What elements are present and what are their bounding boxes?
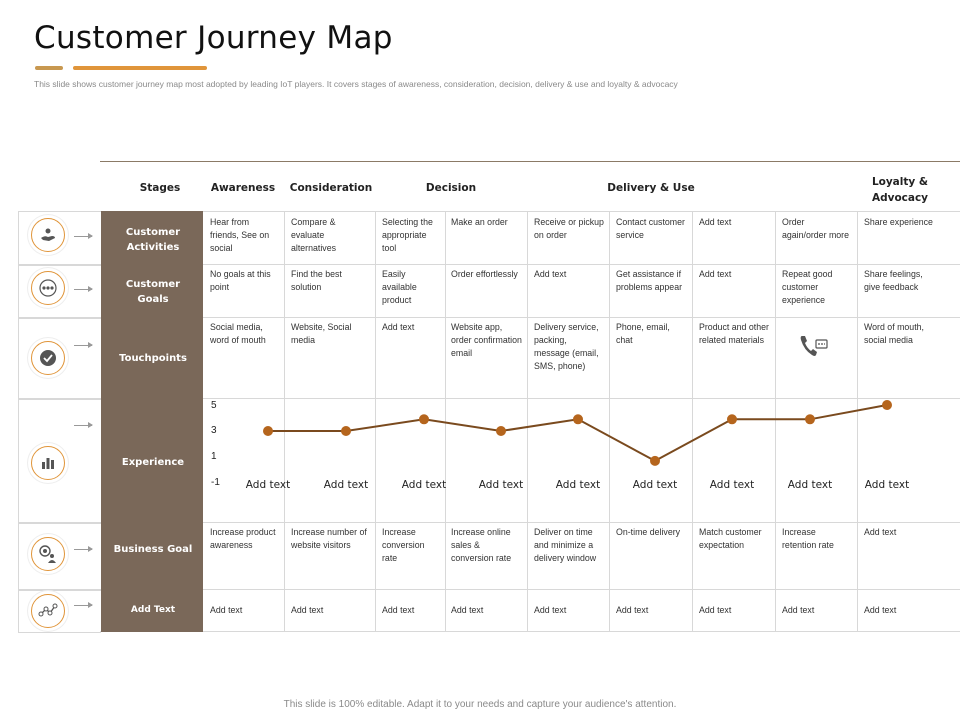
experience-data-point xyxy=(650,456,660,466)
row-label-business-goal: Business Goal xyxy=(113,544,193,555)
table-cell-goals: Share feelings, give feedback xyxy=(864,269,923,292)
experience-data-point xyxy=(727,414,737,424)
page-subtitle: This slide shows customer journey map most adopted by leading IoT players. It covers stages of awareness, consideration, decision, delivery & use and loyalty & advocacy xyxy=(34,79,678,89)
header-loyalty-advocacy: Loyalty & Advocacy xyxy=(871,176,929,204)
x-category-label: Add text xyxy=(555,479,601,491)
table-cell-touchpoints: Word of mouth, social media xyxy=(864,322,924,345)
experience-data-point xyxy=(419,414,429,424)
experience-data-point xyxy=(882,400,892,410)
table-cell-activities: Order again/order more xyxy=(782,217,849,240)
row-label-customer-activities: Customer Activities xyxy=(125,227,181,253)
y-tick-label: 1 xyxy=(211,451,217,462)
table-cell-activities: Make an order xyxy=(451,217,508,227)
table-cell-goals: Find the best solution xyxy=(291,269,342,292)
experience-data-point xyxy=(263,426,273,436)
table-cell-goals: Repeat good customer experience xyxy=(782,269,833,305)
table-cell-addtext: Add text xyxy=(782,605,815,615)
table-cell-activities: Share experience xyxy=(864,217,933,227)
row-label-experience: Experience xyxy=(121,457,185,468)
table-cell-touchpoints: Phone, email, chat xyxy=(616,322,670,345)
y-tick-label: 3 xyxy=(211,425,217,436)
table-cell-addtext: Add text xyxy=(616,605,649,615)
experience-data-point xyxy=(341,426,351,436)
x-category-label: Add text xyxy=(478,479,524,491)
experience-data-point xyxy=(496,426,506,436)
page-title: Customer Journey Map xyxy=(34,20,393,56)
x-category-label: Add text xyxy=(709,479,755,491)
table-cell-addtext: Add text xyxy=(864,605,897,615)
table-cell-goals: No goals at this point xyxy=(210,269,271,292)
table-cell-touchpoints: Add text xyxy=(382,322,415,332)
table-cell-addtext: Add text xyxy=(699,605,732,615)
table-cell-addtext: Add text xyxy=(210,605,243,615)
header-awareness: Awareness xyxy=(210,182,276,194)
y-tick-label: 5 xyxy=(211,400,217,411)
table-cell-activities: Receive or pickup on order xyxy=(534,217,604,240)
table-cell-business: Increase conversion rate xyxy=(382,527,425,563)
row-label-add-text: Add Text xyxy=(130,605,176,615)
table-cell-activities: Contact customer service xyxy=(616,217,685,240)
table-cell-activities: Add text xyxy=(699,217,732,227)
table-cell-business: Add text xyxy=(864,527,897,537)
table-cell-activities: Selecting the appropriate tool xyxy=(382,217,433,253)
table-cell-addtext: Add text xyxy=(382,605,415,615)
table-cell-goals: Add text xyxy=(534,269,567,279)
experience-data-point xyxy=(805,414,815,424)
table-cell-goals: Get assistance if problems appear xyxy=(616,269,683,292)
x-category-label: Add text xyxy=(245,479,291,491)
table-cell-goals: Easily available product xyxy=(382,269,417,305)
x-category-label: Add text xyxy=(632,479,678,491)
x-category-label: Add text xyxy=(401,479,447,491)
table-cell-touchpoints: Product and other related materials xyxy=(699,322,769,345)
table-cell-touchpoints: Delivery service, packing, message (email, SMS, phone) xyxy=(534,322,599,371)
header-stages: Stages xyxy=(139,182,181,194)
header-consideration: Consideration xyxy=(289,182,373,194)
table-cell-business: Increase retention rate xyxy=(782,527,834,550)
table-cell-activities: Hear from friends, See on social xyxy=(210,217,270,253)
table-cell-business: On-time delivery xyxy=(616,527,681,537)
header-delivery-use: Delivery & Use xyxy=(607,182,695,194)
table-cell-addtext: Add text xyxy=(291,605,324,615)
experience-series-line xyxy=(268,405,887,461)
y-tick-label: -1 xyxy=(211,477,220,488)
footer-note: This slide is 100% editable. Adapt it to your needs and capture your audience's attention. xyxy=(283,699,677,710)
table-cell-touchpoints: Website app, order confirmation email xyxy=(451,322,522,358)
table-cell-goals: Order effortlessly xyxy=(451,269,518,279)
table-cell-activities: Compare & evaluate alternatives xyxy=(291,217,336,253)
table-cell-addtext: Add text xyxy=(534,605,567,615)
table-cell-addtext: Add text xyxy=(451,605,484,615)
x-category-label: Add text xyxy=(864,479,910,491)
experience-data-point xyxy=(573,414,583,424)
x-category-label: Add text xyxy=(323,479,369,491)
row-label-touchpoints: Touchpoints xyxy=(119,353,187,364)
table-cell-touchpoints: Website, Social media xyxy=(291,322,352,345)
row-label-customer-goals: Customer Goals xyxy=(125,279,181,305)
table-cell-business: Match customer expectation xyxy=(699,527,762,550)
table-cell-business: Increase online sales & conversion rate xyxy=(451,527,512,563)
table-cell-business: Deliver on time and minimize a delivery window xyxy=(534,527,597,563)
x-category-label: Add text xyxy=(787,479,833,491)
table-cell-touchpoints: Social media, word of mouth xyxy=(210,322,266,345)
table-cell-goals: Add text xyxy=(699,269,732,279)
table-cell-business: Increase product awareness xyxy=(210,527,276,550)
header-decision: Decision xyxy=(425,182,477,194)
table-cell-business: Increase number of website visitors xyxy=(291,527,367,550)
